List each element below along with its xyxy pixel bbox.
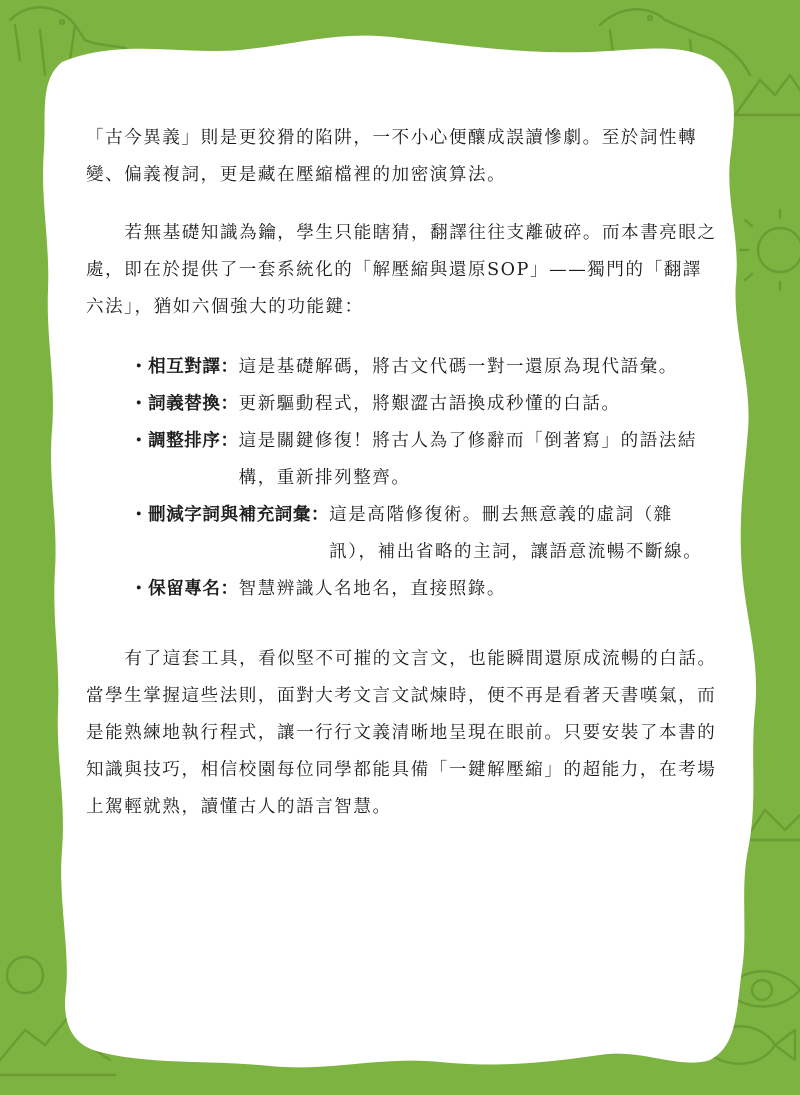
- translation-methods-list: [86, 349, 718, 608]
- article-body: [86, 120, 718, 826]
- bullet-desc: 這是關鍵修復！將古人為了修辭而「倒著寫」的語法結構，重新排列整齊。: [238, 431, 698, 488]
- list-item: [130, 386, 718, 423]
- list-item: [130, 423, 718, 497]
- bullet-term: ・相互對譯：: [130, 357, 239, 377]
- paragraph-classical-meanings: 「古今異義」則是更狡猾的陷阱，一不小心便釀成誤讀慘劇。至於詞性轉變、偏義複詞，更是藏在壓縮檔裡的加密演算法。: [86, 128, 698, 185]
- bullet-desc: 這是高階修復術。刪去無意義的虛詞（雜訊），補出省略的主詞，讓語意流暢不斷線。: [329, 505, 703, 562]
- bullet-term: ・刪減字詞與補充詞彙：: [130, 505, 330, 525]
- bullet-desc: 這是基礎解碼，將古文代碼一對一還原為現代語彙。: [238, 357, 678, 377]
- paragraph-conclusion: 有了這套工具，看似堅不可摧的文言文，也能瞬間還原成流暢的白話。當學生掌握這些法則，面對大考文言文試煉時，便不再是看著天書嘆氣，而是能熟練地執行程式，讓一行行文義清晰地呈現在眼前。只要安裝了本書的知識與技巧，相信校園每位同學都能具備「一鍵解壓縮」的超能力，在考場上駕輕就熟，讀懂古人的語言智慧。: [86, 649, 717, 817]
- bullet-desc: 智慧辨識人名地名，直接照錄。: [238, 579, 507, 599]
- list-item: [130, 349, 718, 386]
- bullet-term: ・保留專名：: [130, 579, 239, 599]
- paragraph-translation-methods-intro: 若無基礎知識為鑰，學生只能瞎猜，翻譯往往支離破碎。而本書亮眼之處，即在於提供了一套系統化的「解壓縮與還原SOP」——獨門的「翻譯六法」，猶如六個強大的功能鍵：: [86, 223, 717, 317]
- list-item: [130, 497, 718, 571]
- bullet-term: ・調整排序：: [130, 431, 239, 451]
- bullet-desc: 更新驅動程式，將艱澀古語換成秒懂的白話。: [238, 394, 621, 414]
- list-item: [130, 571, 718, 608]
- bullet-term: ・詞義替換：: [130, 394, 239, 414]
